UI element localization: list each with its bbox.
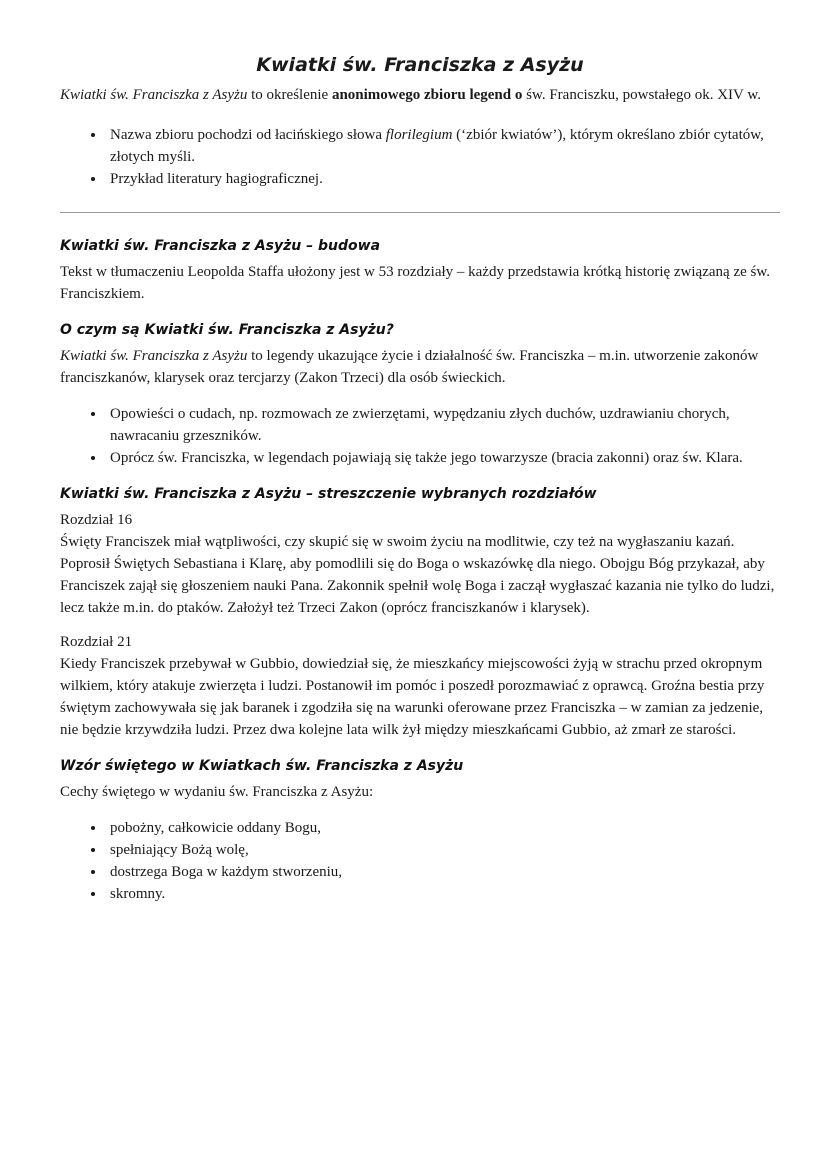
- list-item: • pobożny, całkowicie oddany Bogu,: [106, 817, 780, 839]
- bullet-italic: florilegium: [385, 127, 453, 143]
- intro-text-1: to określenie: [247, 87, 332, 103]
- horizontal-divider: [60, 212, 780, 213]
- chapter-title: Rozdział 16: [60, 512, 133, 528]
- section-heading: Kwiatki św. Franciszka z Asyżu – budowa: [60, 238, 381, 254]
- list-item: [106, 124, 780, 168]
- section-paragraph: Cechy świętego w wydaniu św. Franciszka z Asyżu:: [60, 784, 374, 800]
- document-title: Kwiatki św. Franciszka z Asyżu: [256, 54, 584, 76]
- bullet-text: Nazwa zbioru pochodzi od łacińskiego słowa: [110, 127, 386, 143]
- chapter-text: Święty Franciszek miał wątpliwości, czy skupić się w swoim życiu na modlitwie, czy też na wygłaszaniu kazań. Poprosił Świętych Sebastiana i Klarę, aby pomodlili się do Boga o wskazówkę dla niego. Obojgu Bóg przykazał, aby Franciszek zajął się głoszeniem nauki Pana. Zakonnik spełnił wolę Boga i zaczął wygłaszać kazania nie tylko do ludzi, lecz także m.in. do ptaków. Założył też Trzeci Zakon (oprócz franciszkanów i klarysek).: [60, 534, 775, 616]
- section-o-czym: [60, 319, 780, 469]
- list-item: • Oprócz św. Franciszka, w legendach pojawiają się także jego towarzysze (bracia zakonni) oraz św. Klara.: [106, 447, 780, 469]
- section-heading: O czym są Kwiatki św. Franciszka z Asyżu?: [60, 322, 394, 338]
- section-streszczenie: [60, 483, 780, 741]
- section-paragraph: Tekst w tłumaczeniu Leopolda Staffa ułożony jest w 53 rozdziały – każdy przedstawia krótką historię związaną ze św. Franciszkiem.: [60, 264, 770, 302]
- list-item: • skromny.: [106, 883, 780, 905]
- paragraph-italic: Kwiatki św. Franciszka z Asyżu: [60, 348, 248, 364]
- intro-bullet-list: [60, 124, 780, 190]
- chapter-title: Rozdział 21: [60, 634, 133, 650]
- chapter-text: Kiedy Franciszek przebywał w Gubbio, dowiedział się, że mieszkańcy miejscowości żyją w strachu przed okropnym wilkiem, który atakuje zwierzęta i ludzi. Postanowił im pomóc i poszedł porozmawiać z oprawcą. Groźna bestia przy świętym zachowywała się jak baranek i zgodziła się na warunki oferowane przez Franciszka – w zamian za jedzenie, nie będzie krzywdziła ludzi. Przez dwa kolejne lata wilk żył między mieszkańcami Gubbio, aż zmarł ze starości.: [60, 656, 765, 738]
- o-czym-bullet-list: [60, 403, 780, 469]
- section-paragraph: [60, 345, 780, 389]
- wzor-bullet-list: [60, 817, 780, 905]
- intro-bold: anonimowego zbioru legend o: [331, 87, 523, 103]
- list-item: • dostrzega Boga w każdym stworzeniu,: [106, 861, 780, 883]
- list-item: • spełniający Bożą wolę,: [106, 839, 780, 861]
- document-page: [60, 52, 780, 919]
- bullet-text: (‘zbiór kwiatów’), którym określano zbiór cytatów, złotych myśli.: [110, 127, 764, 165]
- list-item: • Przykład literatury hagiograficznej.: [106, 168, 780, 190]
- section-wzor: [60, 755, 780, 905]
- intro-paragraph: [60, 84, 780, 106]
- section-budowa: [60, 235, 780, 305]
- list-item: • Opowieści o cudach, np. rozmowach ze zwierzętami, wypędzaniu złych duchów, uzdrawianiu chorych, nawracaniu grzeszników.: [106, 403, 780, 447]
- intro-italic-title: Kwiatki św. Franciszka z Asyżu: [60, 87, 248, 103]
- section-heading: Wzór świętego w Kwiatkach św. Franciszka z Asyżu: [60, 758, 464, 774]
- section-heading: Kwiatki św. Franciszka z Asyżu – streszczenie wybranych rozdziałów: [60, 486, 597, 502]
- intro-text-2: św. Franciszku, powstałego ok. XIV w.: [522, 87, 761, 103]
- paragraph-text: to legendy ukazujące życie i działalność św. Franciszka – m.in. utworzenie zakonów franciszkanów, klarysek oraz tercjarzy (Zakon Trzeci) dla osób świeckich.: [60, 348, 759, 386]
